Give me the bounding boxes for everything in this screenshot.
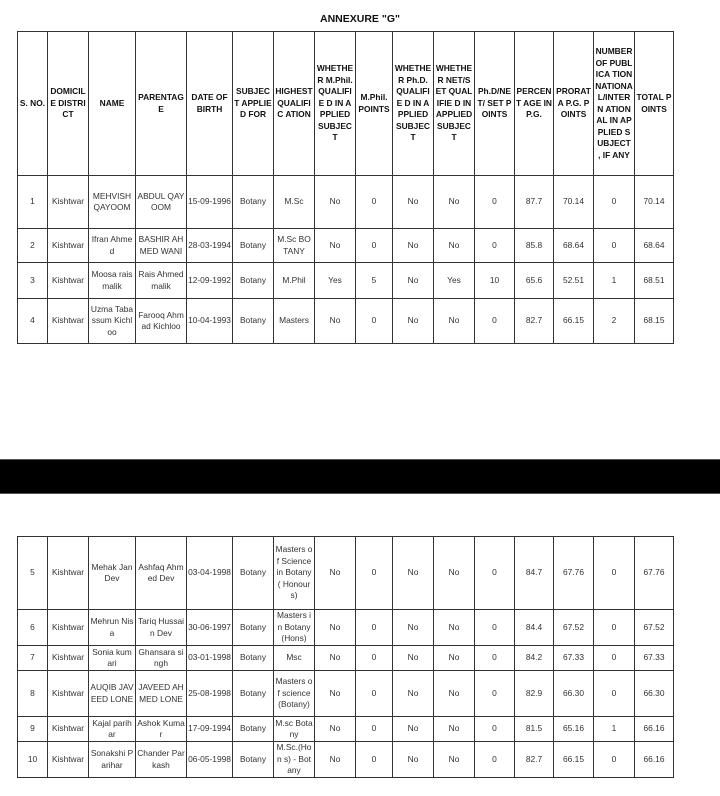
- cell-phd-qualified: No: [393, 176, 434, 229]
- cell-phd-qualified: No: [393, 610, 434, 646]
- table-row: [18, 537, 674, 610]
- cell-date-of-birth: 03-01-1998: [187, 646, 233, 671]
- cell-mphil-qualified: No: [315, 229, 356, 263]
- cell-prorata-pg-points: 52.51: [554, 263, 594, 299]
- cell-s-no: 6: [18, 610, 48, 646]
- cell-mphil-points: 0: [356, 537, 393, 610]
- cell-s-no: 9: [18, 717, 48, 742]
- candidates-table-page-1: [17, 31, 674, 344]
- cell-phd-qualified: No: [393, 229, 434, 263]
- annexure-title: ANNEXURE "G": [320, 13, 400, 25]
- cell-phd-qualified: No: [393, 742, 434, 778]
- cell-percentage-pg: 81.5: [515, 717, 554, 742]
- column-header-name: NAME: [89, 32, 136, 176]
- cell-name: Sonakshi Parihar: [89, 742, 136, 778]
- cell-net-set-qualified: No: [434, 537, 475, 610]
- column-header-domicile-district: DOMICILE DISTRICT: [48, 32, 89, 176]
- cell-prorata-pg-points: 67.76: [554, 537, 594, 610]
- cell-name: Mehak Jan Dev: [89, 537, 136, 610]
- cell-total-points: 67.52: [635, 610, 674, 646]
- cell-parentage: Ashok Kumar: [136, 717, 187, 742]
- cell-percentage-pg: 87.7: [515, 176, 554, 229]
- cell-phd-net-set-points: 0: [475, 742, 515, 778]
- cell-parentage: Farooq Ahmad Kichloo: [136, 299, 187, 344]
- cell-net-set-qualified: No: [434, 176, 475, 229]
- table-row: [18, 610, 674, 646]
- cell-mphil-qualified: Yes: [315, 263, 356, 299]
- cell-mphil-points: 0: [356, 299, 393, 344]
- cell-highest-qualification: Masters: [274, 299, 315, 344]
- cell-net-set-qualified: No: [434, 646, 475, 671]
- cell-mphil-qualified: No: [315, 671, 356, 717]
- cell-parentage: Ghansara singh: [136, 646, 187, 671]
- cell-mphil-points: 5: [356, 263, 393, 299]
- cell-highest-qualification: Masters in Botany (Hons): [274, 610, 315, 646]
- cell-highest-qualification: M.Sc: [274, 176, 315, 229]
- column-header-net-set-qualified: WHETHE R NET/SET QUALIFIE D IN APPLIED SUBJECT: [434, 32, 475, 176]
- cell-s-no: 8: [18, 671, 48, 717]
- column-header-subject-applied: SUBJECT APPLIED FOR: [233, 32, 274, 176]
- cell-mphil-qualified: No: [315, 176, 356, 229]
- cell-net-set-qualified: No: [434, 299, 475, 344]
- table-header-row: [18, 32, 674, 176]
- cell-highest-qualification: Msc: [274, 646, 315, 671]
- cell-subject-applied: Botany: [233, 299, 274, 344]
- cell-prorata-pg-points: 70.14: [554, 176, 594, 229]
- cell-publications: 0: [594, 646, 635, 671]
- cell-total-points: 66.30: [635, 671, 674, 717]
- column-header-phd-qualified: WHETHE R Ph.D. QUALIFIE D IN APPLIED SUBJECT: [393, 32, 434, 176]
- table-row: [18, 742, 674, 778]
- cell-prorata-pg-points: 68.64: [554, 229, 594, 263]
- column-header-mphil-points: M.Phil. POINTS: [356, 32, 393, 176]
- column-header-percentage-pg: PERCENT AGE IN P.G.: [515, 32, 554, 176]
- cell-name: Sonia kumari: [89, 646, 136, 671]
- column-header-publications: NUMBER OF PUBLICA TION NATIONA L/INTERN ATIONAL IN APPLIED SUBJECT , IF ANY: [594, 32, 635, 176]
- cell-publications: 0: [594, 610, 635, 646]
- cell-total-points: 68.51: [635, 263, 674, 299]
- cell-net-set-qualified: No: [434, 610, 475, 646]
- table-row: [18, 299, 674, 344]
- cell-publications: 1: [594, 263, 635, 299]
- cell-parentage: Chander Parkash: [136, 742, 187, 778]
- cell-phd-qualified: No: [393, 263, 434, 299]
- cell-date-of-birth: 28-03-1994: [187, 229, 233, 263]
- cell-name: Kajal parihar: [89, 717, 136, 742]
- cell-phd-qualified: No: [393, 299, 434, 344]
- cell-prorata-pg-points: 67.52: [554, 610, 594, 646]
- cell-s-no: 4: [18, 299, 48, 344]
- cell-phd-qualified: No: [393, 646, 434, 671]
- cell-highest-qualification: Masters of science (Botany): [274, 671, 315, 717]
- cell-highest-qualification: Masters of Science in Botany ( Honours): [274, 537, 315, 610]
- cell-phd-qualified: No: [393, 717, 434, 742]
- cell-s-no: 10: [18, 742, 48, 778]
- cell-name: MEHVISH QAYOOM: [89, 176, 136, 229]
- cell-domicile-district: Kishtwar: [48, 176, 89, 229]
- cell-parentage: Tariq Hussain Dev: [136, 610, 187, 646]
- cell-publications: 0: [594, 742, 635, 778]
- cell-mphil-points: 0: [356, 742, 393, 778]
- cell-percentage-pg: 84.4: [515, 610, 554, 646]
- table-row: [18, 176, 674, 229]
- cell-phd-net-set-points: 0: [475, 671, 515, 717]
- cell-date-of-birth: 17-09-1994: [187, 717, 233, 742]
- cell-phd-net-set-points: 0: [475, 646, 515, 671]
- cell-phd-net-set-points: 0: [475, 610, 515, 646]
- cell-total-points: 68.64: [635, 229, 674, 263]
- cell-s-no: 2: [18, 229, 48, 263]
- cell-name: Ifran Ahmed: [89, 229, 136, 263]
- cell-subject-applied: Botany: [233, 176, 274, 229]
- cell-phd-net-set-points: 0: [475, 229, 515, 263]
- cell-total-points: 66.16: [635, 717, 674, 742]
- cell-prorata-pg-points: 66.15: [554, 742, 594, 778]
- cell-total-points: 70.14: [635, 176, 674, 229]
- cell-prorata-pg-points: 66.15: [554, 299, 594, 344]
- cell-prorata-pg-points: 65.16: [554, 717, 594, 742]
- cell-total-points: 66.16: [635, 742, 674, 778]
- cell-publications: 2: [594, 299, 635, 344]
- column-header-parentage: PARENTAG E: [136, 32, 187, 176]
- column-header-phd-net-set-points: Ph.D/NET/ SET POINTS: [475, 32, 515, 176]
- cell-name: AUQIB JAVEED LONE: [89, 671, 136, 717]
- cell-phd-qualified: No: [393, 671, 434, 717]
- table-row: [18, 671, 674, 717]
- cell-parentage: Rais Ahmed malik: [136, 263, 187, 299]
- table-row: [18, 646, 674, 671]
- cell-s-no: 1: [18, 176, 48, 229]
- cell-s-no: 7: [18, 646, 48, 671]
- cell-domicile-district: Kishtwar: [48, 299, 89, 344]
- cell-mphil-qualified: No: [315, 742, 356, 778]
- cell-mphil-points: 0: [356, 610, 393, 646]
- cell-date-of-birth: 30-06-1997: [187, 610, 233, 646]
- cell-subject-applied: Botany: [233, 610, 274, 646]
- cell-parentage: JAVEED AHMED LONE: [136, 671, 187, 717]
- table-row: [18, 229, 674, 263]
- cell-date-of-birth: 25-08-1998: [187, 671, 233, 717]
- cell-phd-net-set-points: 0: [475, 299, 515, 344]
- cell-highest-qualification: M.Sc BOTANY: [274, 229, 315, 263]
- cell-mphil-qualified: No: [315, 717, 356, 742]
- cell-net-set-qualified: No: [434, 742, 475, 778]
- column-header-highest-qualification: HIGHEST QUALIFIC ATION: [274, 32, 315, 176]
- cell-phd-net-set-points: 0: [475, 717, 515, 742]
- column-header-s-no: S. NO.: [18, 32, 48, 176]
- cell-s-no: 3: [18, 263, 48, 299]
- column-header-total-points: TOTAL POINTS: [635, 32, 674, 176]
- table-row: [18, 263, 674, 299]
- cell-subject-applied: Botany: [233, 671, 274, 717]
- cell-publications: 0: [594, 176, 635, 229]
- cell-domicile-district: Kishtwar: [48, 742, 89, 778]
- cell-subject-applied: Botany: [233, 717, 274, 742]
- column-header-prorata-pg-points: PRORAT A P.G. POINTS: [554, 32, 594, 176]
- cell-subject-applied: Botany: [233, 537, 274, 610]
- cell-percentage-pg: 84.7: [515, 537, 554, 610]
- cell-domicile-district: Kishtwar: [48, 610, 89, 646]
- cell-domicile-district: Kishtwar: [48, 229, 89, 263]
- cell-net-set-qualified: No: [434, 717, 475, 742]
- cell-percentage-pg: 82.7: [515, 299, 554, 344]
- cell-subject-applied: Botany: [233, 646, 274, 671]
- cell-mphil-points: 0: [356, 671, 393, 717]
- cell-mphil-qualified: No: [315, 610, 356, 646]
- cell-name: Moosa rais malik: [89, 263, 136, 299]
- cell-date-of-birth: 12-09-1992: [187, 263, 233, 299]
- cell-total-points: 67.76: [635, 537, 674, 610]
- cell-prorata-pg-points: 67.33: [554, 646, 594, 671]
- cell-phd-net-set-points: 0: [475, 537, 515, 610]
- cell-s-no: 5: [18, 537, 48, 610]
- cell-domicile-district: Kishtwar: [48, 717, 89, 742]
- cell-percentage-pg: 82.9: [515, 671, 554, 717]
- cell-phd-net-set-points: 0: [475, 176, 515, 229]
- cell-phd-qualified: No: [393, 537, 434, 610]
- page-separator-bar: [0, 459, 720, 494]
- column-header-mphil-qualified: WHETHE R M.Phil. QUALIFIE D IN APPLIED SUBJECT: [315, 32, 356, 176]
- cell-phd-net-set-points: 10: [475, 263, 515, 299]
- cell-date-of-birth: 15-09-1996: [187, 176, 233, 229]
- cell-prorata-pg-points: 66.30: [554, 671, 594, 717]
- column-header-date-of-birth: DATE OF BIRTH: [187, 32, 233, 176]
- cell-net-set-qualified: No: [434, 671, 475, 717]
- cell-subject-applied: Botany: [233, 229, 274, 263]
- cell-mphil-points: 0: [356, 229, 393, 263]
- cell-highest-qualification: M.Sc.(Hon s) - Botany: [274, 742, 315, 778]
- cell-parentage: BASHIR AHMED WANI: [136, 229, 187, 263]
- cell-publications: 0: [594, 537, 635, 610]
- cell-mphil-points: 0: [356, 717, 393, 742]
- cell-percentage-pg: 65.6: [515, 263, 554, 299]
- cell-mphil-points: 0: [356, 646, 393, 671]
- cell-total-points: 67.33: [635, 646, 674, 671]
- cell-publications: 0: [594, 229, 635, 263]
- cell-net-set-qualified: No: [434, 229, 475, 263]
- cell-publications: 0: [594, 671, 635, 717]
- cell-percentage-pg: 84.2: [515, 646, 554, 671]
- cell-percentage-pg: 85.8: [515, 229, 554, 263]
- cell-total-points: 68.15: [635, 299, 674, 344]
- cell-parentage: Ashfaq Ahmed Dev: [136, 537, 187, 610]
- cell-domicile-district: Kishtwar: [48, 671, 89, 717]
- cell-subject-applied: Botany: [233, 742, 274, 778]
- cell-mphil-qualified: No: [315, 646, 356, 671]
- table-row: [18, 717, 674, 742]
- cell-date-of-birth: 10-04-1993: [187, 299, 233, 344]
- cell-net-set-qualified: Yes: [434, 263, 475, 299]
- cell-mphil-qualified: No: [315, 537, 356, 610]
- cell-domicile-district: Kishtwar: [48, 537, 89, 610]
- cell-publications: 1: [594, 717, 635, 742]
- cell-highest-qualification: M.Phil: [274, 263, 315, 299]
- cell-domicile-district: Kishtwar: [48, 263, 89, 299]
- cell-domicile-district: Kishtwar: [48, 646, 89, 671]
- candidates-table-page-2: [17, 536, 674, 778]
- cell-highest-qualification: M.sc Botany: [274, 717, 315, 742]
- cell-name: Uzma Tabassum Kichloo: [89, 299, 136, 344]
- cell-date-of-birth: 06-05-1998: [187, 742, 233, 778]
- cell-date-of-birth: 03-04-1998: [187, 537, 233, 610]
- cell-name: Mehrun Nisa: [89, 610, 136, 646]
- cell-mphil-qualified: No: [315, 299, 356, 344]
- cell-subject-applied: Botany: [233, 263, 274, 299]
- cell-mphil-points: 0: [356, 176, 393, 229]
- cell-percentage-pg: 82.7: [515, 742, 554, 778]
- cell-parentage: ABDUL QAYOOM: [136, 176, 187, 229]
